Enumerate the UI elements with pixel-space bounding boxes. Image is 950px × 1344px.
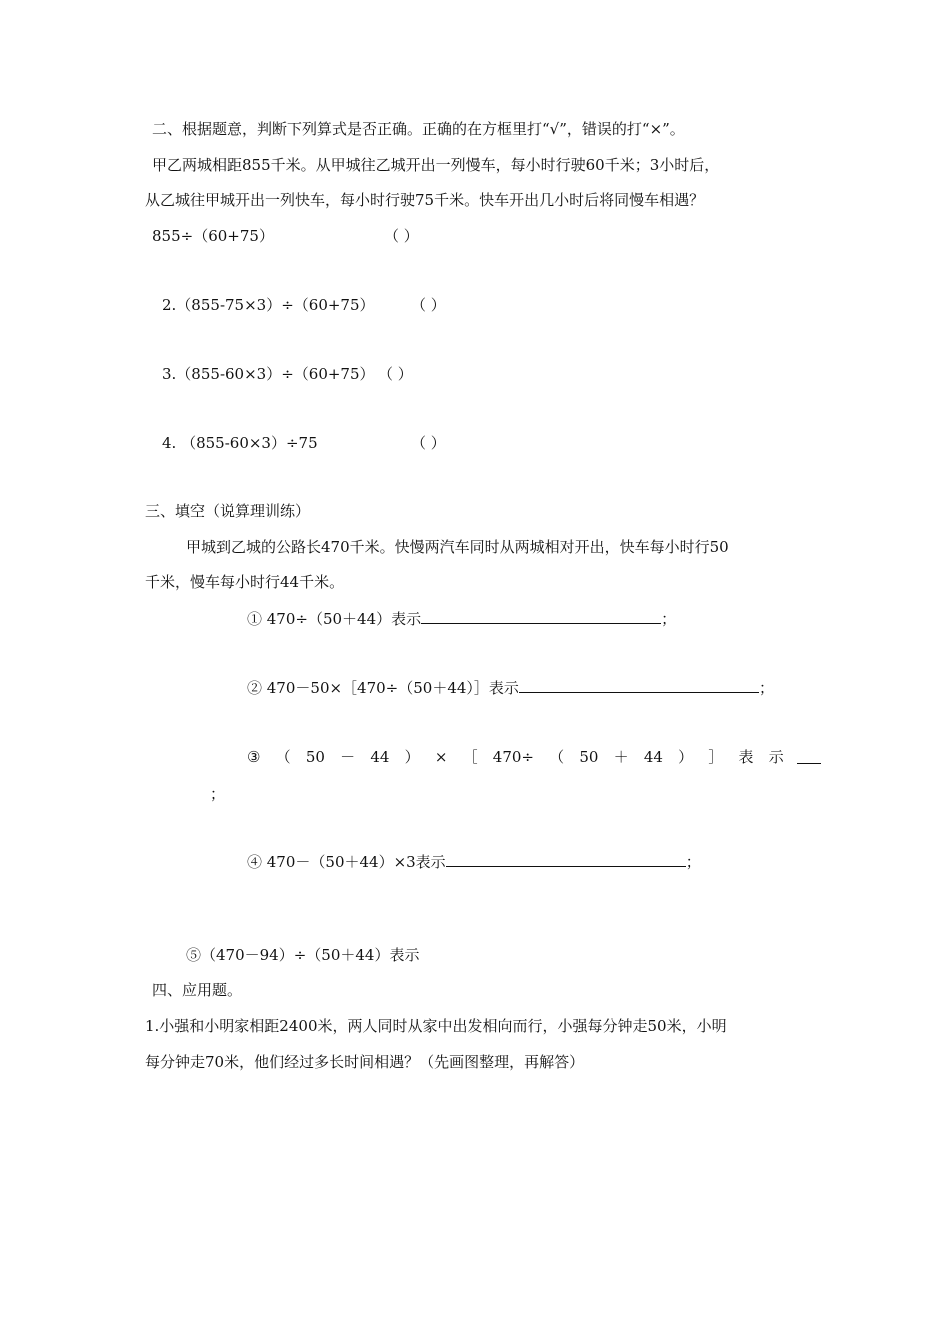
section3-problem-line1: 甲城到乙城的公路长470千米。快慢两汽车同时从两城相对开出，快车每小时行50 xyxy=(186,538,729,556)
fill-q1-blank[interactable] xyxy=(421,609,661,624)
fill-q3-token: ③ xyxy=(247,748,261,766)
fill-q3-blank[interactable] xyxy=(797,749,821,764)
fill-q1-end: ； xyxy=(661,610,677,628)
fill-q3-token: 470÷ xyxy=(492,748,534,766)
fill-q3-token: ［ xyxy=(462,748,478,766)
fill-q3 xyxy=(247,747,784,767)
judge-item-3-answer-box[interactable]: （ ） xyxy=(378,365,413,383)
judge-item-2 xyxy=(162,295,375,315)
fill-q3-token: （ xyxy=(275,748,291,766)
section3-problem-line2: 千米，慢车每小时行44千米。 xyxy=(145,573,345,591)
section4-problem-line2: 每分钟走70米，他们经过多长时间相遇？（先画图整理，再解答） xyxy=(145,1053,585,1071)
fill-q3-token: 50 xyxy=(579,748,599,766)
fill-q2 xyxy=(247,678,774,698)
fill-q3-token: 44 xyxy=(370,748,390,766)
fill-q3-token: （ xyxy=(549,748,565,766)
fill-q2-end: ； xyxy=(758,679,774,697)
section2-problem-line1: 甲乙两城相距855千米。从甲城往乙城开出一列慢车，每小时行驶60千米；3小时后， xyxy=(152,156,720,174)
fill-q3-token: ） xyxy=(678,748,694,766)
fill-q4-end: ； xyxy=(685,853,701,871)
fill-q3-token: ］ xyxy=(708,748,724,766)
section4-heading: 四、应用题。 xyxy=(152,981,243,999)
fill-q2-expr: ② 470－50×［470÷（50＋44）］表示 xyxy=(247,679,519,697)
section2-heading: 二、根据题意，判断下列算式是否正确。正确的在方框里打“√”，错误的打“×”。 xyxy=(152,120,685,138)
section4-problem-line1: 1.小强和小明家相距2400米，两人同时从家中出发相向而行，小强每分钟走50米，小明 xyxy=(145,1017,727,1035)
fill-q3-token: 44 xyxy=(643,748,663,766)
judge-item-4-expr: 4. （855-60×3）÷75 xyxy=(162,434,318,452)
fill-q3-token: ＋ xyxy=(613,748,629,766)
fill-q3-token: － xyxy=(340,748,356,766)
judge-item-3-expr: 3.（855-60×3）÷（60+75） xyxy=(162,365,375,383)
fill-q4 xyxy=(247,852,701,872)
fill-q2-blank[interactable] xyxy=(519,678,759,693)
judge-item-4-answer-box[interactable]: （ ） xyxy=(411,434,446,452)
fill-q3-token: × xyxy=(434,748,448,766)
fill-q3-token: 表 xyxy=(738,748,754,766)
section2-problem-line2: 从乙城往甲城开出一列快车，每小时行驶75千米。快车开出几小时后将同慢车相遇？ xyxy=(145,191,705,209)
judge-item-1-answer-box[interactable]: （ ） xyxy=(384,227,419,245)
fill-q1 xyxy=(247,609,676,629)
fill-q1-expr: ① 470÷（50＋44）表示 xyxy=(247,610,422,628)
section3-heading: 三、填空（说算理训练） xyxy=(145,502,311,520)
fill-q3-token: 示 xyxy=(768,748,784,766)
fill-q4-expr: ④ 470－（50＋44）×3表示 xyxy=(247,853,446,871)
judge-item-1-expr: 855÷（60+75） xyxy=(152,227,274,245)
fill-q3-token: 50 xyxy=(305,748,325,766)
fill-q5: ⑤（470－94）÷（50＋44）表示 xyxy=(186,946,420,964)
judge-item-2-answer-box[interactable]: （ ） xyxy=(411,296,446,314)
fill-q3-token: ） xyxy=(404,748,420,766)
judge-item-1 xyxy=(152,226,274,246)
judge-item-4 xyxy=(162,433,318,453)
judge-item-2-expr: 2.（855-75×3）÷（60+75） xyxy=(162,296,375,314)
fill-q4-blank[interactable] xyxy=(446,852,686,867)
judge-item-3 xyxy=(162,364,375,384)
fill-q3-end: ； xyxy=(210,785,226,803)
